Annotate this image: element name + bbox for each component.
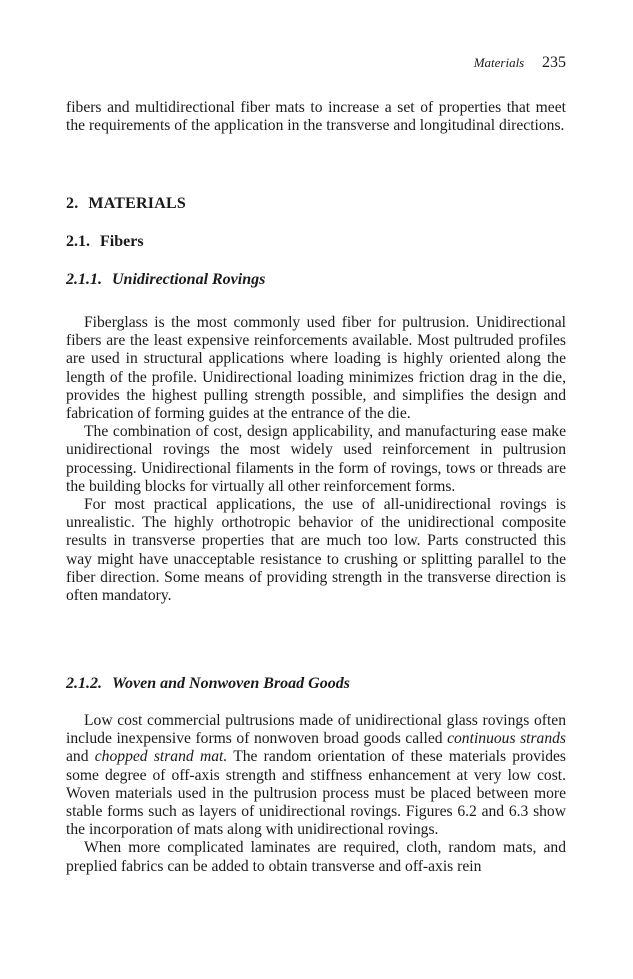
paragraph: Fiberglass is the most commonly used fiber for pultrusion. Unidirectional fibers are the least expensive reinforcements available. Most pultruded profiles are used in structural applications where loading is highly oriented along the length of the profile. Unidirectional loading minimizes friction drag in the die, provides the highest pulling strength possible, and simplifies the design and fabrication of forming guides at the entrance of the die. bbox=[66, 314, 566, 423]
continued-paragraph: fibers and multidirectional fiber mats to increase a set of properties that meet the requirements of the application in the transverse and longitudinal directions. bbox=[66, 99, 566, 135]
section-heading bbox=[66, 195, 186, 213]
subsubsection-heading-broad-goods bbox=[66, 675, 350, 693]
running-title: Materials bbox=[473, 55, 525, 70]
subsection-heading bbox=[66, 233, 144, 251]
italic-term: chopped strand mat. bbox=[94, 748, 228, 766]
subsubsection-title: Unidirectional Rovings bbox=[112, 271, 266, 288]
text-run: Low cost commercial pultrusions made of unidirectional glass rovings often include inexpensive forms of nonwoven broad goods called bbox=[66, 712, 566, 748]
broad-goods-body bbox=[66, 712, 566, 876]
section-number: 2. bbox=[66, 195, 79, 212]
running-header bbox=[474, 54, 566, 72]
section-title: MATERIALS bbox=[88, 195, 186, 212]
paragraph bbox=[66, 712, 566, 839]
subsubsection-title: Woven and Nonwoven Broad Goods bbox=[112, 675, 350, 692]
page-number: 235 bbox=[542, 54, 566, 71]
subsection-number: 2.1. bbox=[66, 233, 90, 250]
subsubsection-heading-unidirectional bbox=[66, 271, 265, 289]
text-run: and bbox=[66, 748, 95, 766]
paragraph: When more complicated laminates are required, cloth, random mats, and preplied fabrics can be added to obtain transverse and off-axis rein bbox=[66, 839, 566, 875]
text-run: The random orientation of these materials provides some degree of off-axis strength and stiffness enhancement at very low cost. Woven materials used in the pultrusion process must be placed between more stable forms such as layers of unidirectional rovings. Figures 6.2 and 6.3 show the incorporation of mats along with unidirectional rovings. bbox=[66, 748, 566, 839]
subsubsection-number: 2.1.1. bbox=[66, 271, 102, 288]
unidirectional-rovings-body bbox=[66, 314, 566, 605]
paragraph: For most practical applications, the use of all-unidirectional rovings is unrealistic. The highly orthotropic behavior of the unidirectional composite results in transverse properties that are much too low. Parts constructed this way might have unacceptable resistance to crushing or splitting parallel to the fiber direction. Some means of providing strength in the transverse direction is often mandatory. bbox=[66, 496, 566, 605]
paragraph: The combination of cost, design applicability, and manufacturing ease make unidirectional rovings the most widely used reinforcement in pultrusion processing. Unidirectional filaments in the form of rovings, tows or threads are the building blocks for virtually all other reinforcement forms. bbox=[66, 423, 566, 495]
subsubsection-number: 2.1.2. bbox=[66, 675, 102, 692]
italic-term: continuous strands bbox=[447, 730, 567, 748]
subsection-title: Fibers bbox=[100, 233, 144, 250]
